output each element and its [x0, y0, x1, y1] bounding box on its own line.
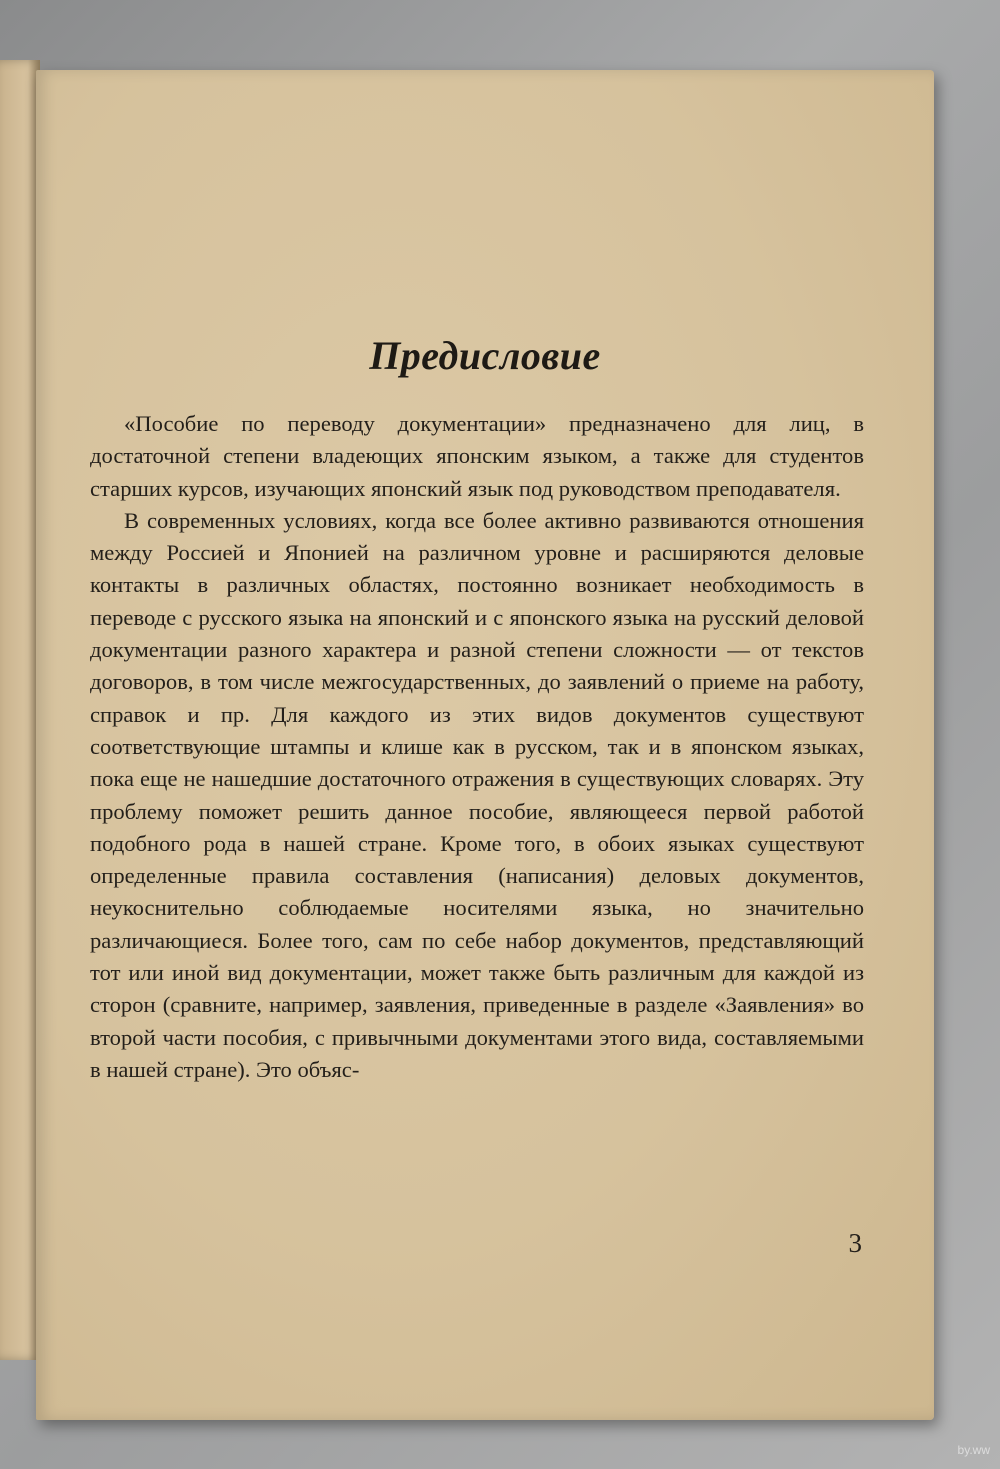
paragraph-main: В современных условиях, когда все более активно развиваются отношения между Россией и Японией на различном уровне и расширяются деловые контакты в различных областях, постоянно возникает необходимость в переводе с русского языка на японский и с японского языка на русский деловой документации разного характера и разной степени сложности — от текстов договоров, в том числе межгосударственных, до заявлений о приеме на работу, справок и пр. Для каждого из этих видов документов существуют соответствующие штампы и клише как в русском, так и в японском языках, пока еще не нашедшие достаточного отражения в существующих словарях. Эту проблему поможет решить данное пособие, являющееся первой работой подобного рода в нашей стране. Кроме того, в обоих языках существуют определенные правила составления (написания) деловых документов, неукоснительно соблюдаемые носителями языка, но значительно различающиеся. Более того, сам по себе набор документов, представляющий тот или иной вид документации, может также быть различным для каждой из сторон (сравните, например, заявления, приведенные в разделе «Заявления» во второй части пособия, с привычными документами этого вида, составляемыми в нашей стране). Это объяс-	[90, 507, 864, 1082]
page-text	[90, 408, 864, 1086]
book-page	[36, 70, 934, 1420]
previous-page-edge	[0, 60, 40, 1360]
page-title: Предисловие	[369, 333, 601, 378]
paragraph-intro: «Пособие по переводу документации» предназначено для лиц, в достаточной степени владеющих японским языком, а также для студентов старших курсов, изучающих японский язык под руководством преподавателя.	[90, 411, 864, 501]
watermark: by.ww	[957, 1443, 990, 1457]
page-number: 3	[848, 1228, 862, 1258]
